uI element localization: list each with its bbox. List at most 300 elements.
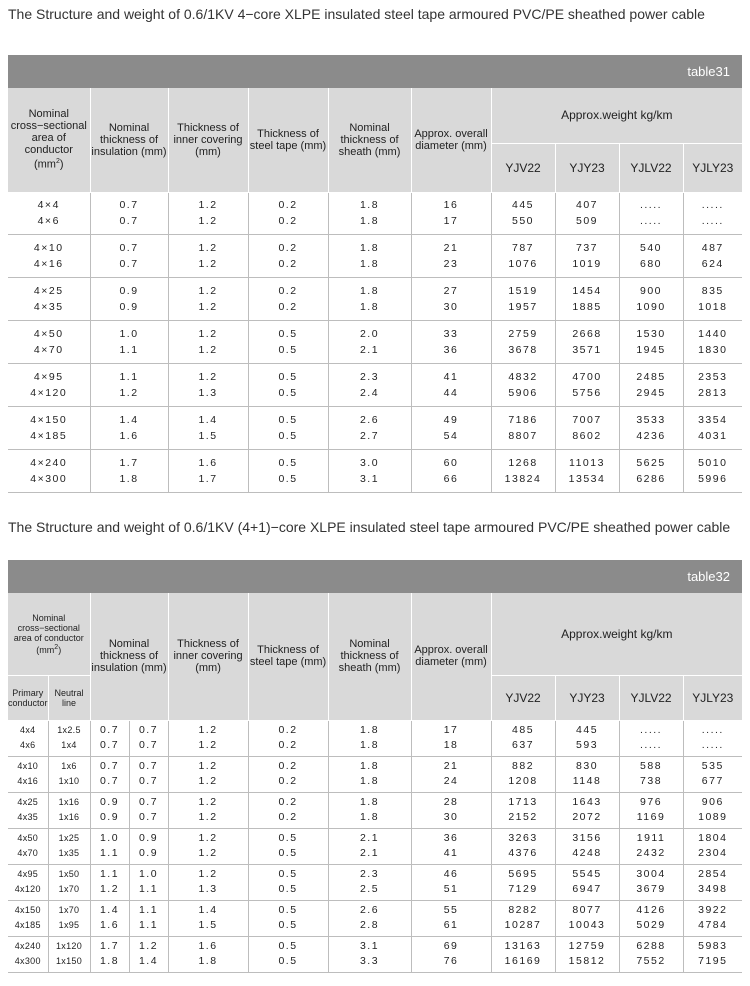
cell-weight-yjly23-value: 1804 <box>698 832 728 844</box>
cell-insulation-neutral <box>129 936 168 972</box>
cell-insulation-neutral-value: 0.9 <box>138 847 159 859</box>
cell-weight-yjly23-value: 2813 <box>698 386 728 399</box>
cell-sheath <box>328 756 411 792</box>
header-diameter: Approx. overall diameter (mm) <box>411 88 491 192</box>
header-yjlv22: YJLV22 <box>619 143 683 192</box>
cell-weight-yjly23 <box>683 363 742 406</box>
cell-inner-covering-value: 1.2 <box>198 847 218 859</box>
cell-insulation-primary-value: 1.0 <box>99 832 120 844</box>
cell-conductor-size-value: 4×240 <box>30 456 68 469</box>
cell-insulation-neutral-value: 1.0 <box>138 868 159 880</box>
cell-steel-tape <box>248 900 328 936</box>
cell-weight-yjlv22-value: 4236 <box>636 429 666 442</box>
cell-inner-covering <box>168 192 248 234</box>
cell-weight-yjly23-value: 1440 <box>698 327 728 340</box>
cell-insulation <box>90 363 168 406</box>
cell-insulation <box>90 234 168 277</box>
cell-weight-yjly23 <box>683 406 742 449</box>
cell-weight-yjy23-value: 830 <box>576 760 599 772</box>
cell-weight-yjy23-value: 1454 <box>572 284 602 297</box>
cell-weight-yjv22 <box>491 277 555 320</box>
cell-weight-yjy23-value: 4248 <box>572 847 602 859</box>
cell-insulation-neutral-value: 1.1 <box>138 883 159 895</box>
table31 <box>8 88 742 493</box>
cell-conductor-size-value: 4×150 <box>30 413 68 426</box>
cell-insulation <box>90 192 168 234</box>
cell-neutral-line <box>48 936 90 972</box>
cell-steel-tape-value: 0.2 <box>278 760 298 772</box>
cell-sheath-value: 2.5 <box>359 883 380 895</box>
cell-primary-conductor-value: 4x10 <box>17 761 39 771</box>
cell-weight-yjlv22-value: ..... <box>639 724 663 736</box>
cell-inner-covering <box>168 406 248 449</box>
cell-steel-tape-value: 0.5 <box>278 343 298 356</box>
cell-primary-conductor-value: 4x185 <box>14 920 41 930</box>
cell-weight-yjlv22-value: 1090 <box>636 300 666 313</box>
table-row <box>8 320 742 363</box>
cell-primary-conductor <box>8 756 48 792</box>
cell-weight-yjly23 <box>683 320 742 363</box>
cell-insulation-primary-value: 1.2 <box>99 883 120 895</box>
cell-weight-yjy23-value: 7007 <box>572 413 602 426</box>
cell-weight-yjv22 <box>491 756 555 792</box>
cell-weight-yjlv22-value: 588 <box>640 760 663 772</box>
cell-insulation-neutral-value: 1.2 <box>138 940 159 952</box>
cell-inner-covering <box>168 720 248 756</box>
cell-sheath-value: 2.6 <box>359 413 380 426</box>
cell-weight-yjv22-value: 787 <box>511 241 535 254</box>
cell-neutral-line-value: 1x6 <box>61 761 77 771</box>
cell-steel-tape <box>248 449 328 492</box>
cell-weight-yjlv22-value: ..... <box>639 215 663 227</box>
cell-neutral-line-value: 1x16 <box>58 812 80 822</box>
cell-inner-covering <box>168 449 248 492</box>
cell-diameter-value: 54 <box>443 429 459 442</box>
cell-insulation-neutral-value: 0.7 <box>138 775 159 787</box>
cell-diameter-value: 55 <box>443 904 459 916</box>
header-sheath: Nominal thickness of sheath (mm) <box>328 88 411 192</box>
cell-sheath-value: 2.1 <box>359 343 380 356</box>
cell-sheath-value: 3.3 <box>359 955 380 967</box>
cell-inner-covering-value: 1.2 <box>198 775 218 787</box>
cell-steel-tape-value: 0.2 <box>278 724 298 736</box>
cell-diameter-value: 36 <box>443 832 459 844</box>
cell-neutral-line-value: 1x150 <box>55 956 83 966</box>
cell-insulation-value: 1.7 <box>119 456 139 469</box>
cell-weight-yjy23-value: 8077 <box>572 904 602 916</box>
cell-inner-covering-value: 1.2 <box>198 241 218 254</box>
cell-weight-yjly23 <box>683 449 742 492</box>
cell-weight-yjlv22-value: 976 <box>640 796 663 808</box>
cell-weight-yjy23 <box>555 756 619 792</box>
cell-neutral-line-value: 1x70 <box>58 905 80 915</box>
cell-weight-yjly23-value: ..... <box>701 215 724 227</box>
cell-diameter-value: 23 <box>443 257 459 270</box>
cell-weight-yjly23-value: 677 <box>701 775 724 787</box>
cell-steel-tape-value: 0.5 <box>278 327 298 340</box>
cell-sheath <box>328 720 411 756</box>
cell-weight-yjy23-value: 509 <box>575 215 599 227</box>
cell-insulation-value: 1.1 <box>119 343 139 356</box>
cell-sheath-value: 1.8 <box>359 739 380 751</box>
cell-insulation-value: 0.7 <box>119 241 139 254</box>
cell-weight-yjlv22-value: 4126 <box>636 904 666 916</box>
cell-weight-yjv22-value: 637 <box>512 739 535 751</box>
cell-inner-covering-value: 1.2 <box>198 257 218 270</box>
cell-primary-conductor-value: 4x300 <box>14 956 41 966</box>
cell-insulation-primary-value: 0.7 <box>99 775 120 787</box>
cell-neutral-line-value: 1x16 <box>58 797 80 807</box>
cell-weight-yjv22-value: 3263 <box>508 832 538 844</box>
header-insulation: Nominal thickness of insulation (mm) <box>90 88 168 192</box>
cell-insulation-primary-value: 0.9 <box>99 811 120 823</box>
cell-weight-yjy23-value: 6947 <box>572 883 602 895</box>
cell-weight-yjv22 <box>491 900 555 936</box>
cell-steel-tape <box>248 792 328 828</box>
cell-weight-yjly23-value: 4784 <box>698 919 728 931</box>
cell-conductor-size-value: 4×16 <box>33 257 64 270</box>
cell-diameter <box>411 828 491 864</box>
cell-sheath <box>328 864 411 900</box>
cell-steel-tape <box>248 320 328 363</box>
cell-weight-yjlv22 <box>619 449 683 492</box>
cell-diameter-value: 16 <box>443 199 459 211</box>
cell-weight-yjy23 <box>555 363 619 406</box>
cell-sheath-value: 1.8 <box>359 284 380 297</box>
cell-insulation-value: 0.7 <box>119 199 139 211</box>
cell-insulation-primary <box>90 864 129 900</box>
cell-weight-yjv22-value: 1713 <box>508 796 538 808</box>
cell-weight-yjy23 <box>555 449 619 492</box>
cell-diameter-value: 61 <box>443 919 459 931</box>
cell-weight-yjy23-value: 8602 <box>572 429 602 442</box>
cell-insulation-neutral <box>129 900 168 936</box>
cell-inner-covering <box>168 900 248 936</box>
cell-weight-yjly23-value: 2353 <box>698 370 728 383</box>
header-conductor: Nominal cross−sectional area of conductor $(mm^2)$ <box>8 88 90 192</box>
cell-conductor-size-value: 4×120 <box>30 386 68 399</box>
header-primary-conductor: Primary conductor <box>8 675 48 720</box>
cell-weight-yjv22-value: 7186 <box>508 413 538 426</box>
cell-neutral-line-value: 1x120 <box>55 941 83 951</box>
cell-sheath-value: 1.8 <box>359 724 380 736</box>
cell-insulation-primary <box>90 936 129 972</box>
cell-sheath-value: 1.8 <box>359 775 380 787</box>
cell-weight-yjlv22 <box>619 864 683 900</box>
cell-conductor-size-value: 4×6 <box>37 215 60 227</box>
cell-insulation-neutral <box>129 828 168 864</box>
cell-weight-yjv22-value: 4832 <box>508 370 538 383</box>
cell-weight-yjy23-value: 593 <box>576 739 599 751</box>
cell-weight-yjly23-value: 5983 <box>698 940 728 952</box>
cell-primary-conductor <box>8 720 48 756</box>
table-row <box>8 756 742 792</box>
cell-weight-yjv22-value: 1076 <box>508 257 538 270</box>
cell-weight-yjv22-value: 10287 <box>504 919 542 931</box>
cell-weight-yjly23-value: 3354 <box>698 413 728 426</box>
cell-inner-covering <box>168 363 248 406</box>
cell-neutral-line <box>48 756 90 792</box>
cell-primary-conductor <box>8 792 48 828</box>
cell-insulation-value: 0.7 <box>119 215 139 227</box>
cell-weight-yjly23-value: ..... <box>701 724 724 736</box>
cell-primary-conductor-value: 4x120 <box>14 884 41 894</box>
cell-inner-covering-value: 1.5 <box>198 429 218 442</box>
cell-insulation-value: 1.2 <box>119 386 139 399</box>
cell-inner-covering-value: 1.2 <box>198 215 218 227</box>
cell-diameter <box>411 406 491 449</box>
cell-inner-covering-value: 1.3 <box>198 386 218 399</box>
cell-insulation-primary <box>90 828 129 864</box>
cell-insulation-value: 0.9 <box>119 284 139 297</box>
cell-weight-yjv22 <box>491 828 555 864</box>
cell-weight-yjy23 <box>555 192 619 234</box>
cell-weight-yjlv22-value: 7552 <box>636 955 666 967</box>
cell-steel-tape-value: 0.2 <box>278 284 298 297</box>
header-yjy23: YJY23 <box>555 675 619 720</box>
cell-weight-yjlv22-value: ..... <box>639 739 663 751</box>
cell-diameter-value: 17 <box>443 215 459 227</box>
cell-weight-yjy23-value: 4700 <box>572 370 602 383</box>
cell-insulation-neutral-value: 0.7 <box>138 739 159 751</box>
header-inner-covering: Thickness of inner covering (mm) <box>168 593 248 720</box>
cell-insulation-neutral <box>129 720 168 756</box>
cell-weight-yjly23-value: 835 <box>701 284 724 297</box>
header-neutral-line: Neutral line <box>48 675 90 720</box>
cell-weight-yjv22-value: 5695 <box>508 868 538 880</box>
cell-inner-covering-value: 1.2 <box>198 284 218 297</box>
cell-diameter <box>411 363 491 406</box>
cell-inner-covering-value: 1.2 <box>198 300 218 313</box>
cell-sheath-value: 1.8 <box>359 215 380 227</box>
cell-weight-yjv22-value: 1208 <box>508 775 538 787</box>
cell-weight-yjlv22-value: 2432 <box>636 847 666 859</box>
cell-weight-yjly23-value: 1089 <box>698 811 728 823</box>
cell-insulation-primary-value: 0.7 <box>99 724 120 736</box>
cell-weight-yjlv22 <box>619 234 683 277</box>
cell-diameter-value: 18 <box>443 739 459 751</box>
header-yjv22: YJV22 <box>491 675 555 720</box>
cell-weight-yjlv22-value: 2485 <box>636 370 666 383</box>
cell-insulation-primary <box>90 792 129 828</box>
cell-primary-conductor-value: 4x95 <box>17 869 39 879</box>
cell-primary-conductor-value: 4x50 <box>17 833 39 843</box>
cell-sheath-value: 2.8 <box>359 919 380 931</box>
cell-weight-yjv22-value: 1519 <box>508 284 538 297</box>
cell-weight-yjy23-value: 1885 <box>572 300 602 313</box>
cell-weight-yjv22 <box>491 449 555 492</box>
cell-diameter-value: 41 <box>443 370 459 383</box>
cell-weight-yjy23-value: 5756 <box>572 386 602 399</box>
cell-diameter <box>411 936 491 972</box>
cell-inner-covering <box>168 936 248 972</box>
cell-conductor-size-value: 4×50 <box>33 327 64 340</box>
cell-insulation-neutral <box>129 864 168 900</box>
cell-conductor-size <box>8 406 90 449</box>
cell-weight-yjlv22-value: 1530 <box>636 327 666 340</box>
cell-steel-tape <box>248 406 328 449</box>
table32-title: The Structure and weight of 0.6/1KV (4+1)−core XLPE insulated steel tape armoured PVC/PE sheathed power cable <box>8 519 731 535</box>
cell-weight-yjy23-value: 445 <box>576 724 599 736</box>
cell-weight-yjly23 <box>683 720 742 756</box>
cell-conductor-size-value: 4×185 <box>30 429 68 442</box>
cell-steel-tape-value: 0.2 <box>278 241 298 254</box>
cell-weight-yjly23 <box>683 828 742 864</box>
cell-weight-yjly23 <box>683 936 742 972</box>
cell-primary-conductor <box>8 936 48 972</box>
table32-banner <box>8 560 742 593</box>
cell-diameter <box>411 449 491 492</box>
header-conductor: Nominal cross−sectional area of conductor $(mm^2)$ <box>8 593 90 675</box>
cell-steel-tape <box>248 936 328 972</box>
table-row <box>8 828 742 864</box>
cell-conductor-size <box>8 234 90 277</box>
cell-diameter-value: 24 <box>443 775 459 787</box>
cell-diameter-value: 44 <box>443 386 459 399</box>
cell-neutral-line-value: 1x70 <box>58 884 80 894</box>
cell-sheath-value: 2.6 <box>359 904 380 916</box>
cell-weight-yjy23 <box>555 234 619 277</box>
cell-steel-tape <box>248 277 328 320</box>
cell-primary-conductor-value: 4x70 <box>17 848 39 858</box>
cell-steel-tape-value: 0.5 <box>278 883 298 895</box>
cell-insulation-neutral-value: 1.1 <box>138 919 159 931</box>
cell-steel-tape-value: 0.2 <box>278 796 298 808</box>
cell-sheath <box>328 320 411 363</box>
cell-weight-yjy23 <box>555 936 619 972</box>
cell-weight-yjv22-value: 4376 <box>508 847 538 859</box>
cell-insulation-primary-value: 1.1 <box>99 868 120 880</box>
cell-weight-yjlv22-value: 5029 <box>636 919 666 931</box>
cell-inner-covering-value: 1.6 <box>198 940 218 952</box>
cell-diameter <box>411 320 491 363</box>
cell-sheath-value: 2.3 <box>359 370 380 383</box>
cell-steel-tape-value: 0.5 <box>278 429 298 442</box>
cell-insulation <box>90 277 168 320</box>
cell-weight-yjly23 <box>683 192 742 234</box>
cell-weight-yjy23 <box>555 320 619 363</box>
cell-neutral-line-value: 1x25 <box>58 833 80 843</box>
cell-weight-yjlv22 <box>619 900 683 936</box>
cell-diameter-value: 76 <box>443 955 459 967</box>
cell-diameter-value: 66 <box>443 472 459 485</box>
cell-weight-yjv22-value: 8807 <box>508 429 538 442</box>
cell-insulation <box>90 449 168 492</box>
cell-conductor-size-value: 4×70 <box>33 343 64 356</box>
cell-diameter-value: 17 <box>443 724 459 736</box>
cell-weight-yjly23-value: 4031 <box>698 429 728 442</box>
cell-weight-yjy23 <box>555 277 619 320</box>
cell-neutral-line <box>48 900 90 936</box>
cell-primary-conductor-value: 4x240 <box>14 941 41 951</box>
cell-insulation-primary <box>90 900 129 936</box>
cell-sheath <box>328 234 411 277</box>
cell-steel-tape-value: 0.2 <box>278 199 298 211</box>
cell-diameter-value: 28 <box>443 796 459 808</box>
cell-steel-tape <box>248 234 328 277</box>
cell-steel-tape <box>248 192 328 234</box>
cell-weight-yjly23-value: 5996 <box>698 472 728 485</box>
cell-insulation-neutral <box>129 792 168 828</box>
cell-diameter-value: 36 <box>443 343 459 356</box>
header-yjly23: YJLY23 <box>683 675 742 720</box>
cell-diameter <box>411 756 491 792</box>
cell-weight-yjy23 <box>555 792 619 828</box>
cell-insulation-neutral-value: 0.7 <box>138 796 159 808</box>
cell-diameter <box>411 277 491 320</box>
cell-weight-yjly23-value: 5010 <box>698 456 728 469</box>
cell-steel-tape-value: 0.5 <box>278 847 298 859</box>
cell-weight-yjy23 <box>555 720 619 756</box>
cell-sheath <box>328 449 411 492</box>
cell-steel-tape-value: 0.5 <box>278 456 298 469</box>
cell-weight-yjv22-value: 16169 <box>504 955 542 967</box>
cell-primary-conductor <box>8 828 48 864</box>
cell-weight-yjv22 <box>491 406 555 449</box>
cell-neutral-line <box>48 828 90 864</box>
cell-insulation-value: 1.1 <box>119 370 139 383</box>
cell-steel-tape-value: 0.5 <box>278 413 298 426</box>
header-steel-tape: Thickness of steel tape (mm) <box>248 593 328 720</box>
cell-inner-covering-value: 1.6 <box>198 456 218 469</box>
cell-steel-tape-value: 0.5 <box>278 919 298 931</box>
cell-weight-yjy23 <box>555 864 619 900</box>
cell-inner-covering-value: 1.2 <box>198 868 218 880</box>
cell-weight-yjv22-value: 445 <box>511 199 535 211</box>
cell-steel-tape-value: 0.2 <box>278 300 298 313</box>
cell-weight-yjv22-value: 2759 <box>508 327 538 340</box>
cell-inner-covering-value: 1.2 <box>198 724 218 736</box>
cell-steel-tape-value: 0.5 <box>278 370 298 383</box>
cell-steel-tape-value: 0.2 <box>278 811 298 823</box>
cell-insulation <box>90 406 168 449</box>
cell-weight-yjlv22 <box>619 828 683 864</box>
cell-conductor-size-value: 4×300 <box>30 472 68 485</box>
header-inner-covering: Thickness of inner covering (mm) <box>168 88 248 192</box>
cell-primary-conductor-value: 4x16 <box>17 776 39 786</box>
cell-inner-covering-value: 1.2 <box>198 811 218 823</box>
cell-inner-covering-value: 1.5 <box>198 919 218 931</box>
cell-steel-tape-value: 0.2 <box>278 739 298 751</box>
cell-diameter <box>411 900 491 936</box>
cell-inner-covering-value: 1.7 <box>198 472 218 485</box>
header-weight: Approx.weight kg/km <box>491 593 742 675</box>
cell-neutral-line-value: 1x50 <box>58 869 80 879</box>
cell-conductor-size-value: 4×95 <box>33 370 64 383</box>
cell-weight-yjlv22-value: 1911 <box>636 832 666 844</box>
cell-weight-yjv22 <box>491 192 555 234</box>
cell-insulation-primary-value: 1.4 <box>99 904 120 916</box>
cell-weight-yjy23-value: 1643 <box>572 796 602 808</box>
cell-inner-covering-value: 1.2 <box>198 760 218 772</box>
cell-weight-yjlv22-value: 5625 <box>636 456 666 469</box>
cell-sheath <box>328 192 411 234</box>
header-sheath: Nominal thickness of sheath (mm) <box>328 593 411 720</box>
cell-steel-tape-value: 0.5 <box>278 832 298 844</box>
cell-inner-covering-value: 1.4 <box>198 904 218 916</box>
cell-diameter-value: 21 <box>443 760 459 772</box>
cell-sheath-value: 1.8 <box>359 241 380 254</box>
cell-conductor-size-value: 4×35 <box>33 300 64 313</box>
cell-primary-conductor-value: 4x150 <box>14 905 41 915</box>
cell-neutral-line-value: 1x10 <box>58 776 80 786</box>
cell-sheath <box>328 363 411 406</box>
cell-sheath-value: 2.1 <box>359 832 380 844</box>
cell-sheath-value: 2.7 <box>359 429 380 442</box>
cell-weight-yjly23-value: 1830 <box>698 343 728 356</box>
cell-conductor-size-value: 4×10 <box>33 241 64 254</box>
cell-weight-yjlv22-value: 3679 <box>636 883 666 895</box>
